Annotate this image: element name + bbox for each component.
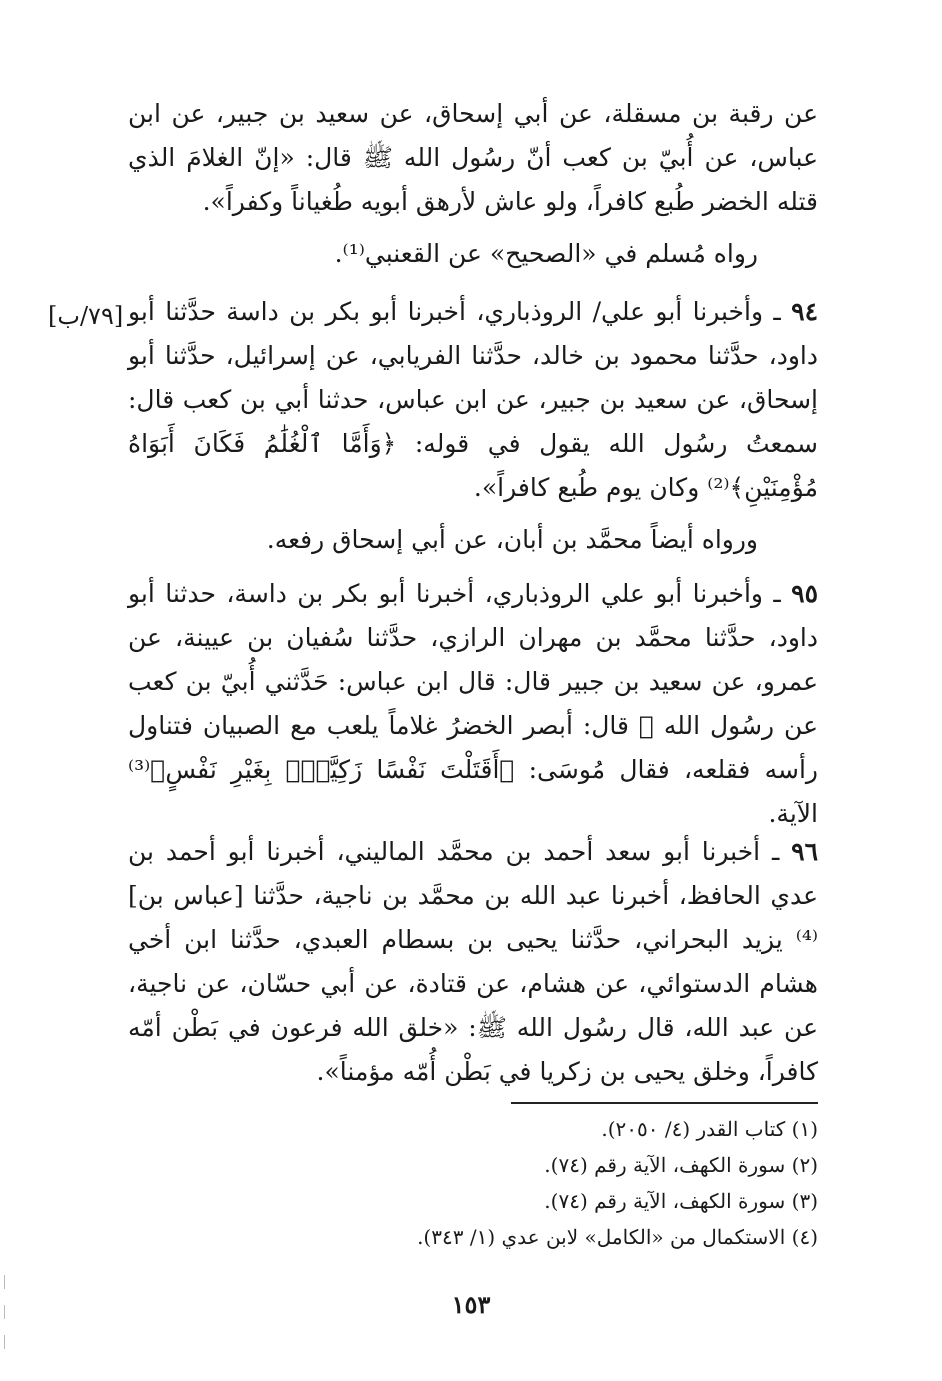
paragraph-94 (128, 290, 818, 510)
footnote-1: (١) كتاب القدر (٤/ ٢٠٥٠). (601, 1117, 818, 1141)
hadith-96 (128, 830, 818, 1094)
hadith-number-95: ٩٥ (791, 579, 818, 608)
paragraph-4 (128, 518, 818, 562)
hadith-number-96: ٩٦ (791, 837, 818, 866)
hadith-95 (128, 572, 818, 836)
hadith-text-1: عن رقبة بن مسقلة، عن أبي إسحاق، عن سعيد بن جبير، عن ابن عباس، عن أُبيّ بن كعب أنّ رسُول الله ﷺ قال: «إنّ الغلامَ الذي قتله الخضر طُبع كافراً، ولو عاش لأرهق أبويه طُغياناً وكفراً». (128, 99, 818, 216)
hadith-text-94: ـ وأخبرنا أبو علي/ الروذباري، أخبرنا أبو بكر بن داسة حدَّثنا أبو داود، حدَّثنا محمود بن خالد، حدَّثنا الفريابي، عن إسرائيل، حدَّثنا أبو إسحاق، عن سعيد بن جبير، عن ابن عباس، حدثنا أبي بن كعب قال: سمعتُ رسُول الله يقول في قوله: ﴿وَأَمَّا ٱلْغُلَٰمُ فَكَانَ أَبَوَاهُ مُؤْمِنَيْنِ﴾⁽²⁾ وكان يوم طُبع كافراً». (128, 297, 818, 502)
margin-page-reference: [٧٩/ب] (48, 302, 124, 330)
paragraph-1 (128, 92, 818, 224)
narration-note-1: رواه مُسلم في «الصحيح» عن القعنبي⁽¹⁾. (334, 239, 758, 268)
footnote-divider (511, 1102, 818, 1104)
hadith-94 (128, 290, 818, 510)
paragraph-96 (128, 830, 818, 1094)
narration-note-2: ورواه أيضاً محمَّد بن أبان، عن أبي إسحاق رفعه. (266, 525, 758, 554)
hadith-number-94: ٩٤ (791, 297, 818, 326)
footnote-2: (٢) سورة الكهف، الآية رقم (٧٤). (544, 1153, 818, 1177)
scan-edge-mark (4, 1305, 5, 1319)
paragraph-95 (128, 572, 818, 836)
footnote-4: (٤) الاستكمال من «الكامل» لابن عدي (١/ ٣٤٣). (417, 1225, 818, 1249)
hadith-text-96: ـ أخبرنا أبو سعد أحمد بن محمَّد الماليني، أخبرنا أبو أحمد بن عدي الحافظ، أخبرنا عبد الله بن محمَّد بن ناجية، حدَّثنا [عباس بن]⁽⁴⁾ يزيد البحراني، حدَّثنا يحيى بن بسطام العبدي، حدَّثنا ابن أخي هشام الدستوائي، عن هشام، عن قتادة، عن أبي حسّان، عن ناجية، عن عبد الله، قال رسُول الله ﷺ: «خلق الله فرعون في بَطْن أمّه كافراً، وخلق يحيى بن زكريا في بَطْن أُمّه مؤمناً». (128, 837, 818, 1086)
scan-edge-mark (4, 1275, 5, 1289)
paragraph-2 (128, 232, 818, 276)
footnote-3: (٣) سورة الكهف، الآية رقم (٧٤). (544, 1189, 818, 1213)
hadith-text-95: ـ وأخبرنا أبو علي الروذباري، أخبرنا أبو بكر بن داسة، حدثنا أبو داود، حدَّثنا محمَّد بن مهران الرازي، حدَّثنا سُفيان بن عيينة، عن عمرو، عن سعيد بن جبير قال: قال ابن عباس: حَدَّثني أُبيّ بن كعب عن رسُول الله ﷺ قال: أبصر الخضرُ غلاماً يلعب مع الصبيان فتناول رأسه فقلعه، فقال مُوسَى: ﴿أَقَتَلْتَ نَفْسًا زَكِيَّةًۢ بِغَيْرِ نَفْسٍ﴾⁽³⁾ الآية. (128, 579, 818, 828)
page-number: ١٥٣ (451, 1290, 491, 1319)
scan-edge-mark (4, 1335, 5, 1349)
